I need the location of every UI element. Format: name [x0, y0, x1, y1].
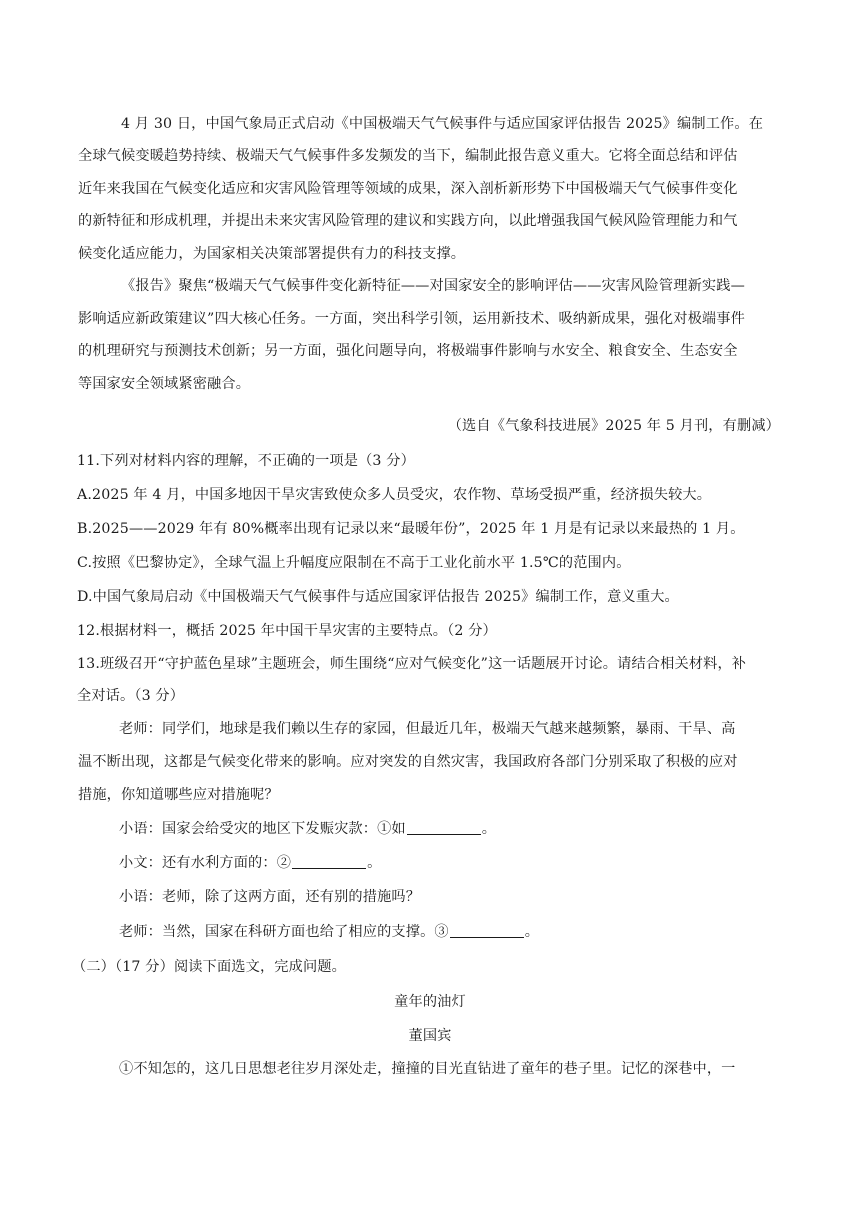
question-11-option-b: B.2025——2029 年有 80%概率出现有记录以来“最暖年份”，2025 年 1 月是有记录以来最热的 1 月。	[77, 521, 745, 537]
passage-line: 影响适应新政策建议”四大核心任务。一方面，突出科学引领，运用新技术、吸纳新成果，强化对极端事件	[78, 311, 745, 327]
dialogue-text: 。	[481, 821, 497, 837]
section-header: （二）（17 分）阅读下面选文，完成问题。	[72, 959, 346, 975]
dialogue-text: 。	[524, 924, 540, 940]
question-11-option-c: C.按照《巴黎协定》，全球气温上升幅度应限制在不高于工业化前水平 1.5℃的范围内。	[77, 555, 631, 571]
passage-line: 近年来我国在气候变化适应和灾害风险管理等领域的成果，深入剖析新形势下中国极端天气气候事件变化	[78, 181, 738, 197]
answer-blank-1[interactable]	[407, 820, 481, 835]
passage-line: 全球气候变暖趋势持续、极端天气气候事件多发频发的当下，编制此报告意义重大。它将全面总结和评估	[78, 148, 738, 164]
dialogue-teacher: 老师：同学们，地球是我们赖以生存的家园，但最近几年，极端天气越来越频繁，暴雨、干旱、高	[119, 721, 736, 737]
passage-line: 的机理研究与预测技术创新；另一方面，强化问题导向，将极端事件影响与水安全、粮食安全、生态安全	[78, 343, 738, 359]
dialogue-text: 老师：当然，国家在科研方面也给了相应的支撑。③	[119, 924, 449, 940]
article-first-line: ①不知怎的，这几日思想老往岁月深处走，撞撞的目光直钻进了童年的巷子里。记忆的深巷中，一	[119, 1061, 736, 1077]
dialogue-text: 小语：国家会给受灾的地区下发赈灾款：①如	[119, 821, 406, 837]
passage-line: 《报告》聚焦“极端天气气候事件变化新特征——对国家安全的影响评估——灾害风险管理新实践—	[121, 278, 745, 294]
dialogue-xiaoyu: 小语：老师，除了这两方面，还有别的措施吗？	[119, 889, 421, 905]
question-13-stem: 全对话。（3 分）	[77, 688, 185, 704]
question-13-stem: 13.班级召开“守护蓝色星球”主题班会，师生围绕“应对气候变化”这一话题展开讨论。请结合相关材料，补	[77, 656, 747, 672]
dialogue-teacher: 措施，你知道哪些应对措施呢？	[78, 787, 279, 803]
question-11-option-d: D.中国气象局启动《中国极端天气气候事件与适应国家评估报告 2025》编制工作，意义重大。	[77, 589, 679, 605]
passage-line: 4 月 30 日，中国气象局正式启动《中国极端天气气候事件与适应国家评估报告 2025》编制工作。在	[121, 116, 764, 132]
article-author: 董国宾	[408, 1028, 452, 1044]
article-title: 童年的油灯	[394, 994, 466, 1010]
question-12-stem: 12.根据材料一，概括 2025 年中国干旱灾害的主要特点。（2 分）	[77, 623, 497, 639]
dialogue-text: 。	[367, 855, 382, 871]
answer-blank-3[interactable]	[450, 923, 524, 938]
question-11-stem: 11.下列对材料内容的理解，不正确的一项是（3 分）	[77, 453, 415, 469]
dialogue-text: 小文：还有水利方面的：②	[119, 855, 292, 871]
dialogue-xiaoyu	[119, 819, 782, 839]
question-11-option-a: A.2025 年 4 月，中国多地因干旱灾害致使众多人员受灾，农作物、草场受损严重，经济损失较大。	[77, 487, 712, 503]
passage-line: 候变化适应能力，为国家相关决策部署提供有力的科技支撑。	[78, 246, 466, 262]
answer-blank-2[interactable]	[292, 854, 366, 869]
passage-line: 等国家安全领域紧密融合。	[78, 376, 251, 392]
source-citation: （选自《气象科技进展》2025 年 5 月刊，有删减）	[447, 418, 780, 434]
dialogue-xiaowen	[119, 853, 782, 873]
dialogue-teacher	[119, 922, 782, 942]
passage-line: 的新特征和形成机理，并提出未来灾害风险管理的建议和实践方向，以此增强我国气候风险管理能力和气	[78, 213, 738, 229]
dialogue-teacher: 温不断出现，这都是气候变化带来的影响。应对突发的自然灾害，我国政府各部门分别采取了积极的应对	[78, 754, 738, 770]
